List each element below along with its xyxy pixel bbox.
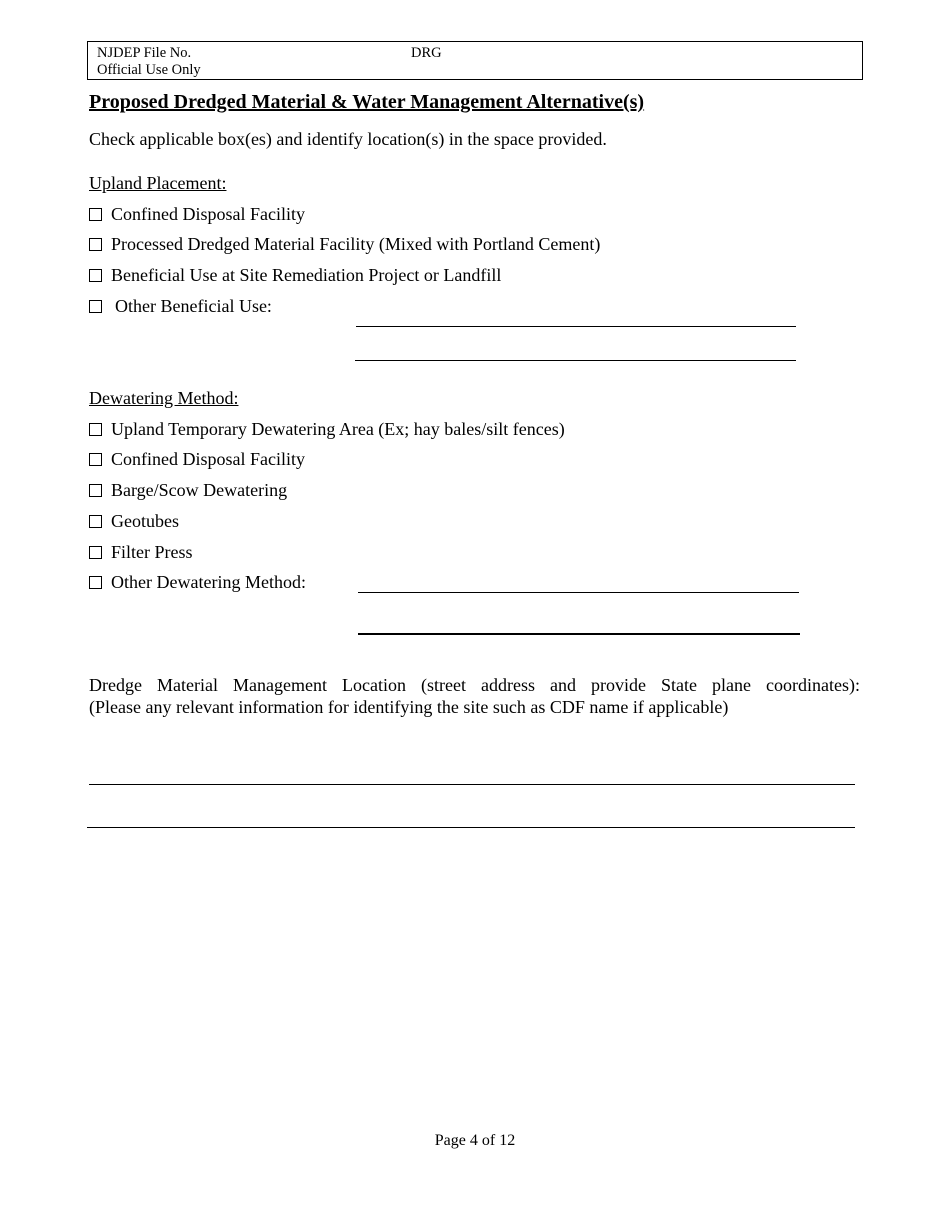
management-location-line-1: Dredge Material Management Location (street address and provide State plane coordinates):	[89, 675, 860, 695]
option-label: Other Beneficial Use:	[115, 296, 272, 316]
dewatering-barge-scow-checkbox[interactable]	[89, 484, 102, 497]
dewatering-option-confined-disposal	[89, 448, 305, 470]
upland-option-processed-facility	[89, 233, 600, 255]
upland-placement-heading: Upland Placement:	[89, 173, 227, 193]
management-location-line-2: (Please any relevant information for identifying the site such as CDF name if applicable)	[89, 697, 729, 717]
dewatering-other-checkbox[interactable]	[89, 576, 102, 589]
dewatering-option-filter-press	[89, 541, 193, 563]
management-location-line-a[interactable]	[89, 784, 855, 785]
upland-option-confined-disposal	[89, 203, 305, 225]
dewatering-option-upland-temporary	[89, 418, 565, 440]
option-label: Other Dewatering Method:	[111, 572, 306, 592]
option-label: Confined Disposal Facility	[111, 449, 305, 469]
other-dewatering-line-2[interactable]	[358, 633, 800, 635]
dewatering-upland-temporary-checkbox[interactable]	[89, 423, 102, 436]
upland-option-other-beneficial-use	[89, 295, 272, 317]
dewatering-option-barge-scow	[89, 479, 287, 501]
option-label: Processed Dredged Material Facility (Mixed with Portland Cement)	[111, 234, 601, 254]
option-label: Filter Press	[111, 542, 193, 562]
page-number: Page 4 of 12	[434, 1132, 516, 1149]
upland-option-beneficial-use-site	[89, 264, 501, 286]
official-use-label: Official Use Only	[97, 62, 201, 78]
management-location-paragraph	[89, 674, 860, 718]
other-beneficial-use-line-2[interactable]	[355, 360, 796, 361]
upland-processed-facility-checkbox[interactable]	[89, 238, 102, 251]
other-beneficial-use-line-1[interactable]	[356, 326, 796, 327]
page-title: Proposed Dredged Material & Water Management Alternative(s)	[89, 91, 645, 113]
dewatering-option-geotubes	[89, 510, 179, 532]
official-use-box	[87, 41, 863, 80]
upland-beneficial-use-site-checkbox[interactable]	[89, 269, 102, 282]
option-label: Geotubes	[111, 511, 179, 531]
option-label: Barge/Scow Dewatering	[111, 480, 288, 500]
other-dewatering-line-1[interactable]	[358, 592, 799, 593]
management-location-line-b[interactable]	[87, 827, 855, 828]
dewatering-method-heading: Dewatering Method:	[89, 388, 239, 408]
dewatering-option-other	[89, 571, 306, 593]
option-label: Upland Temporary Dewatering Area (Ex; hay bales/silt fences)	[111, 419, 565, 439]
file-no-label: NJDEP File No.	[97, 45, 192, 61]
instructions-text: Check applicable box(es) and identify location(s) in the space provided.	[89, 129, 607, 149]
upland-confined-disposal-checkbox[interactable]	[89, 208, 102, 221]
dewatering-confined-disposal-checkbox[interactable]	[89, 453, 102, 466]
option-label: Beneficial Use at Site Remediation Project or Landfill	[111, 265, 502, 285]
option-label: Confined Disposal Facility	[111, 204, 305, 224]
dewatering-filter-press-checkbox[interactable]	[89, 546, 102, 559]
program-code: DRG	[411, 45, 442, 61]
upland-other-beneficial-use-checkbox[interactable]	[89, 300, 102, 313]
dewatering-geotubes-checkbox[interactable]	[89, 515, 102, 528]
